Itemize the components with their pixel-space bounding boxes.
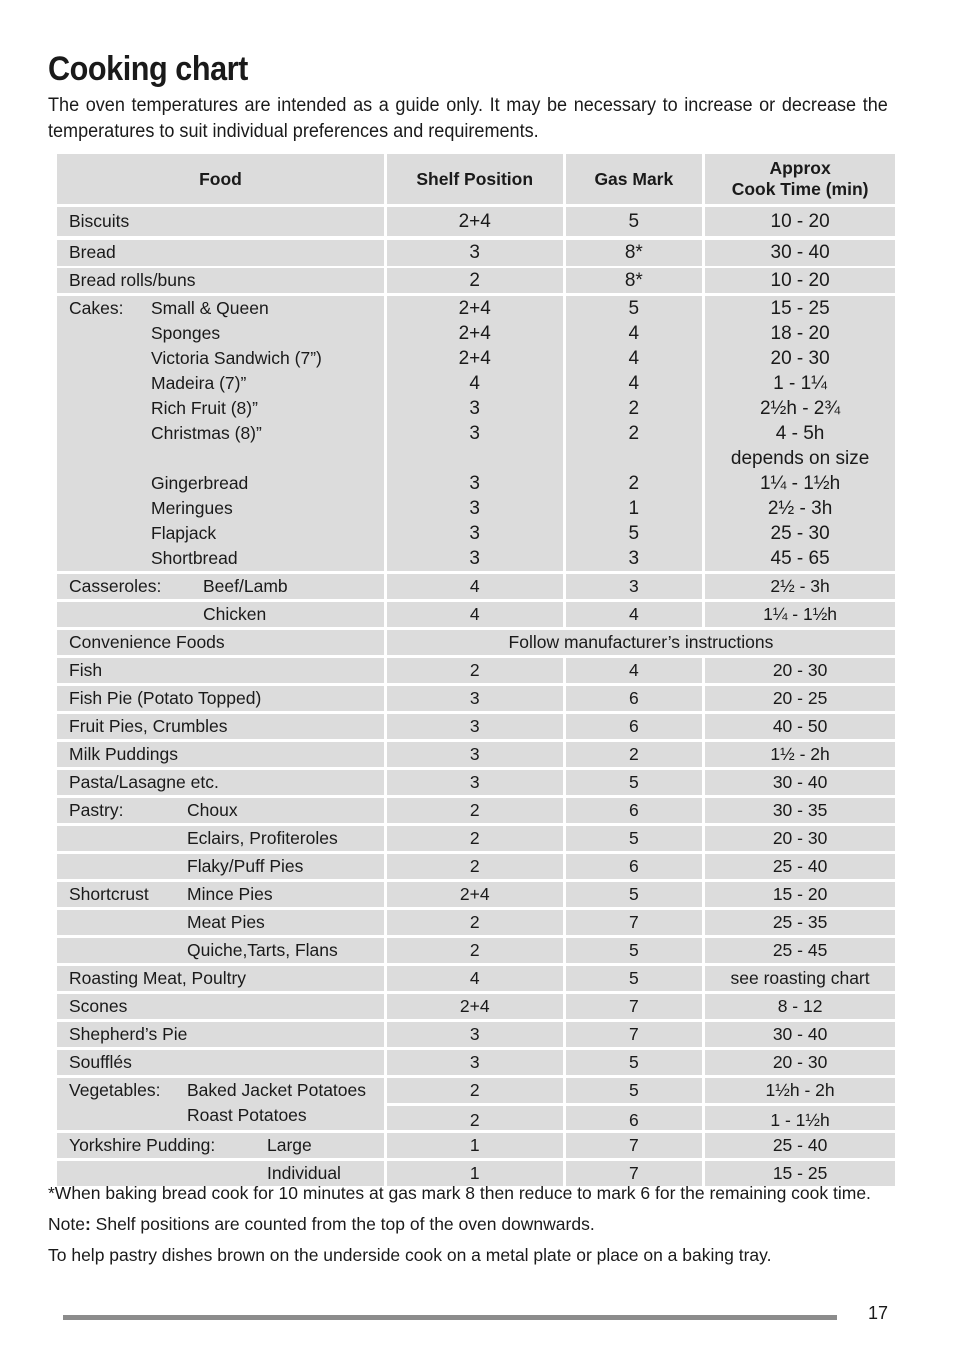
gas-value: 2	[628, 744, 639, 764]
gas-value: 5	[628, 828, 639, 848]
table-row	[57, 574, 895, 599]
food-name: Bread	[69, 242, 116, 262]
gas-value: 5	[628, 940, 639, 960]
food-name: Individual	[267, 1163, 341, 1183]
shelf-value: 2	[469, 1080, 480, 1100]
category-label: Vegetables:	[69, 1080, 161, 1100]
shelf-value: 3	[469, 772, 480, 792]
gas-value: 7	[628, 1135, 639, 1155]
time-value: see roasting chart	[730, 968, 870, 988]
note-colon: :	[84, 1214, 91, 1234]
time-value: 1¼ - 1½h	[763, 604, 838, 624]
shelf-value: 2+4	[458, 348, 491, 369]
footnote-shelf-note	[48, 1214, 595, 1235]
gas-value: 6	[628, 716, 639, 736]
gas-value: 2	[628, 398, 640, 419]
food-name: Christmas (8)”	[151, 423, 262, 443]
time-value: 1½ - 2h	[770, 744, 830, 764]
table-row	[57, 1133, 895, 1158]
gas-value: 6	[628, 856, 639, 876]
shelf-value: 2+4	[458, 211, 491, 232]
shelf-value: 2+4	[458, 323, 491, 344]
shelf-value: 2+4	[459, 996, 490, 1016]
time-value: 30 - 35	[772, 800, 828, 820]
food-name: Chicken	[203, 604, 267, 624]
shelf-value: 2	[469, 940, 480, 960]
shelf-value: 3	[469, 473, 480, 494]
shelf-value: 2	[469, 800, 480, 820]
table-row	[57, 1022, 895, 1047]
gas-value: 8*	[624, 242, 643, 263]
food-name: Madeira (7)”	[151, 373, 247, 393]
food-name: Flapjack	[151, 523, 217, 543]
footer-rule	[63, 1315, 837, 1320]
page-number: 17	[868, 1303, 889, 1323]
shelf-value: 3	[469, 498, 480, 519]
table-row-cakes	[57, 296, 895, 571]
category-label: Yorkshire Pudding:	[69, 1135, 216, 1155]
food-name: Flaky/Puff Pies	[187, 856, 304, 876]
header-cook-time	[705, 154, 895, 204]
food-name: Large	[267, 1135, 312, 1155]
food-name: Fruit Pies, Crumbles	[69, 716, 228, 736]
time-value: 20 - 30	[772, 1052, 828, 1072]
shelf-value: 2+4	[458, 298, 491, 319]
time-value: 25 - 45	[772, 940, 828, 960]
shelf-value: 3	[469, 398, 480, 419]
shelf-value: 3	[469, 548, 480, 569]
food-name: Soufflés	[69, 1052, 132, 1072]
food-name: Scones	[69, 996, 128, 1016]
food-name: Small & Queen	[151, 298, 269, 318]
shelf-value: 1	[469, 1163, 480, 1183]
table-row	[57, 826, 895, 851]
food-name: Rich Fruit (8)”	[151, 398, 258, 418]
footnote-pastry: To help pastry dishes brown on the underside cook on a metal plate or place on a baking tray.	[48, 1245, 772, 1265]
gas-value: 6	[566, 1103, 703, 1130]
header-shelf-position: Shelf Position	[387, 154, 566, 204]
table-row	[57, 882, 895, 907]
time-value: depends on size	[730, 448, 870, 469]
food-name: Baked Jacket Potatoes	[187, 1080, 366, 1100]
shelf-value: 2+4	[459, 884, 490, 904]
food-name: Eclairs, Profiteroles	[187, 828, 338, 848]
table-row	[57, 742, 895, 767]
gas-value: 5	[628, 523, 640, 544]
shelf-value: 1	[469, 1135, 480, 1155]
shelf-value: 3	[469, 688, 480, 708]
time-value: 2½ - 3h	[767, 498, 833, 519]
shelf-value: 2	[469, 856, 480, 876]
food-name: Quiche,Tarts, Flans	[187, 940, 338, 960]
cooking-chart-table	[57, 151, 895, 1189]
time-value: 15 - 20	[772, 884, 828, 904]
time-value: 20 - 25	[772, 688, 828, 708]
gas-value: 5	[628, 968, 639, 988]
table-row	[57, 658, 895, 683]
shelf-value: 4	[469, 373, 480, 394]
food-name: Beef/Lamb	[203, 576, 288, 596]
time-value: 10 - 20	[770, 211, 830, 232]
shelf-value: 2	[469, 828, 480, 848]
time-value: 20 - 30	[770, 348, 830, 369]
table-row	[57, 268, 895, 293]
table-row	[57, 1050, 895, 1075]
gas-value: 5	[628, 772, 639, 792]
header-food: Food	[57, 154, 387, 204]
gas-value: 2	[628, 473, 640, 494]
table-row-vegetables	[57, 1078, 895, 1130]
food-name: Convenience Foods	[69, 632, 225, 652]
food-name: Victoria Sandwich (7”)	[151, 348, 322, 368]
time-value: 20 - 30	[772, 660, 828, 680]
category-label: Casseroles:	[69, 576, 162, 596]
table-row	[57, 602, 895, 627]
gas-value: 5	[628, 211, 640, 232]
table-row	[57, 994, 895, 1019]
food-name: Roast Potatoes	[187, 1105, 307, 1125]
food-name: Shortbread	[151, 548, 238, 568]
note-label: Note	[48, 1214, 85, 1234]
time-value: 4 - 5h	[775, 423, 825, 444]
food-name: Biscuits	[69, 211, 130, 231]
gas-value: 7	[628, 1024, 639, 1044]
gas-value: 4	[628, 373, 640, 394]
table-row	[57, 798, 895, 823]
shelf-value: 2	[469, 660, 480, 680]
table-row	[57, 686, 895, 711]
gas-value: 3	[628, 576, 639, 596]
time-value: 25 - 40	[772, 856, 828, 876]
food-name: Shepherd’s Pie	[69, 1024, 188, 1044]
gas-value: 5	[628, 1052, 639, 1072]
table-row	[57, 630, 895, 655]
intro-paragraph: The oven temperatures are intended as a guide only. It may be necessary to increase or decrease the temperatures to suit individual preferences and requirements.	[48, 95, 888, 142]
food-name: Meringues	[151, 498, 233, 518]
gas-value: 7	[628, 1163, 639, 1183]
category-label: Pastry:	[69, 800, 124, 820]
food-name: Pasta/Lasagne etc.	[69, 772, 219, 792]
time-value: 8 - 12	[777, 996, 823, 1016]
time-value: 25 - 40	[772, 1135, 828, 1155]
table-row	[57, 240, 895, 266]
food-name: Sponges	[151, 323, 221, 343]
gas-value: 7	[628, 912, 639, 932]
food-name	[151, 446, 322, 471]
category-label: Shortcrust	[69, 884, 149, 904]
page-title: Cooking chart	[48, 50, 248, 88]
shelf-value: 2	[387, 1103, 563, 1130]
time-value: 1 - 1¼	[773, 373, 828, 394]
time-value: 25 - 30	[770, 523, 830, 544]
gas-value: 6	[628, 688, 639, 708]
time-value: 15 - 25	[772, 1163, 828, 1183]
gas-value: 4	[628, 660, 639, 680]
time-value: 18 - 20	[770, 323, 830, 344]
gas-value: 5	[628, 1080, 639, 1100]
table-row	[57, 207, 895, 236]
food-name: Roasting Meat, Poultry	[69, 968, 247, 988]
table-header-row	[57, 154, 895, 204]
time-value: 25 - 35	[772, 912, 828, 932]
food-name: Mince Pies	[187, 884, 273, 904]
gas-value	[566, 446, 703, 471]
gas-value: 1	[628, 498, 640, 519]
food-name: Choux	[187, 800, 238, 820]
shelf-value: 3	[469, 423, 480, 444]
time-value: 30 - 40	[772, 1024, 828, 1044]
shelf-value: 4	[469, 576, 480, 596]
food-name: Bread rolls/buns	[69, 270, 196, 290]
gas-value: 5	[628, 298, 640, 319]
shelf-value: 3	[469, 1052, 480, 1072]
table-row	[57, 938, 895, 963]
shelf-value: 3	[469, 744, 480, 764]
header-cook-time-line2: Cook Time (min)	[731, 179, 869, 199]
table-row	[57, 966, 895, 991]
gas-value: 7	[628, 996, 639, 1016]
time-value: 40 - 50	[772, 716, 828, 736]
gas-value: 6	[628, 800, 639, 820]
table-row	[57, 714, 895, 739]
gas-value: 8*	[624, 270, 643, 291]
note-text: Shelf positions are counted from the top of the oven downwards.	[90, 1214, 595, 1234]
shelf-value: 3	[469, 242, 480, 263]
category-label: Cakes:	[69, 298, 124, 318]
time-value: 30 - 40	[772, 772, 828, 792]
food-name: Fish Pie (Potato Topped)	[69, 688, 262, 708]
time-value: 2½ - 3h	[770, 576, 830, 596]
shelf-value	[387, 446, 563, 471]
table-row	[57, 770, 895, 795]
gas-value: 4	[628, 323, 640, 344]
gas-value: 4	[628, 348, 640, 369]
shelf-value: 2	[469, 912, 480, 932]
time-value: 1¼ - 1½h	[759, 473, 841, 494]
food-name: Gingerbread	[151, 473, 249, 493]
gas-value: 4	[628, 604, 639, 624]
gas-value: 5	[628, 884, 639, 904]
instructions-note: Follow manufacturer’s instructions	[508, 632, 774, 652]
time-value: 1 - 1½h	[705, 1103, 895, 1130]
header-cook-time-line1: Approx	[769, 158, 831, 178]
time-value: 1½h - 2h	[765, 1080, 835, 1100]
shelf-value: 2	[469, 270, 480, 291]
food-name: Meat Pies	[187, 912, 265, 932]
time-value: 20 - 30	[772, 828, 828, 848]
food-name: Fish	[69, 660, 103, 680]
shelf-value: 3	[469, 523, 480, 544]
header-gas-mark: Gas Mark	[566, 154, 706, 204]
shelf-value: 4	[469, 968, 480, 988]
footnote-bread: *When baking bread cook for 10 minutes at gas mark 8 then reduce to mark 6 for the remaining cook time.	[48, 1183, 871, 1203]
time-value: 45 - 65	[770, 548, 830, 569]
food-name: Milk Puddings	[69, 744, 178, 764]
table-row	[57, 910, 895, 935]
time-value: 30 - 40	[770, 242, 830, 263]
shelf-value: 3	[469, 716, 480, 736]
shelf-value: 4	[469, 604, 480, 624]
shelf-value: 3	[469, 1024, 480, 1044]
time-value: 2½h - 2¾	[759, 398, 841, 419]
table-row	[57, 854, 895, 879]
time-value: 15 - 25	[770, 298, 830, 319]
time-value: 10 - 20	[770, 270, 830, 291]
gas-value: 3	[628, 548, 640, 569]
gas-value: 2	[628, 423, 640, 444]
